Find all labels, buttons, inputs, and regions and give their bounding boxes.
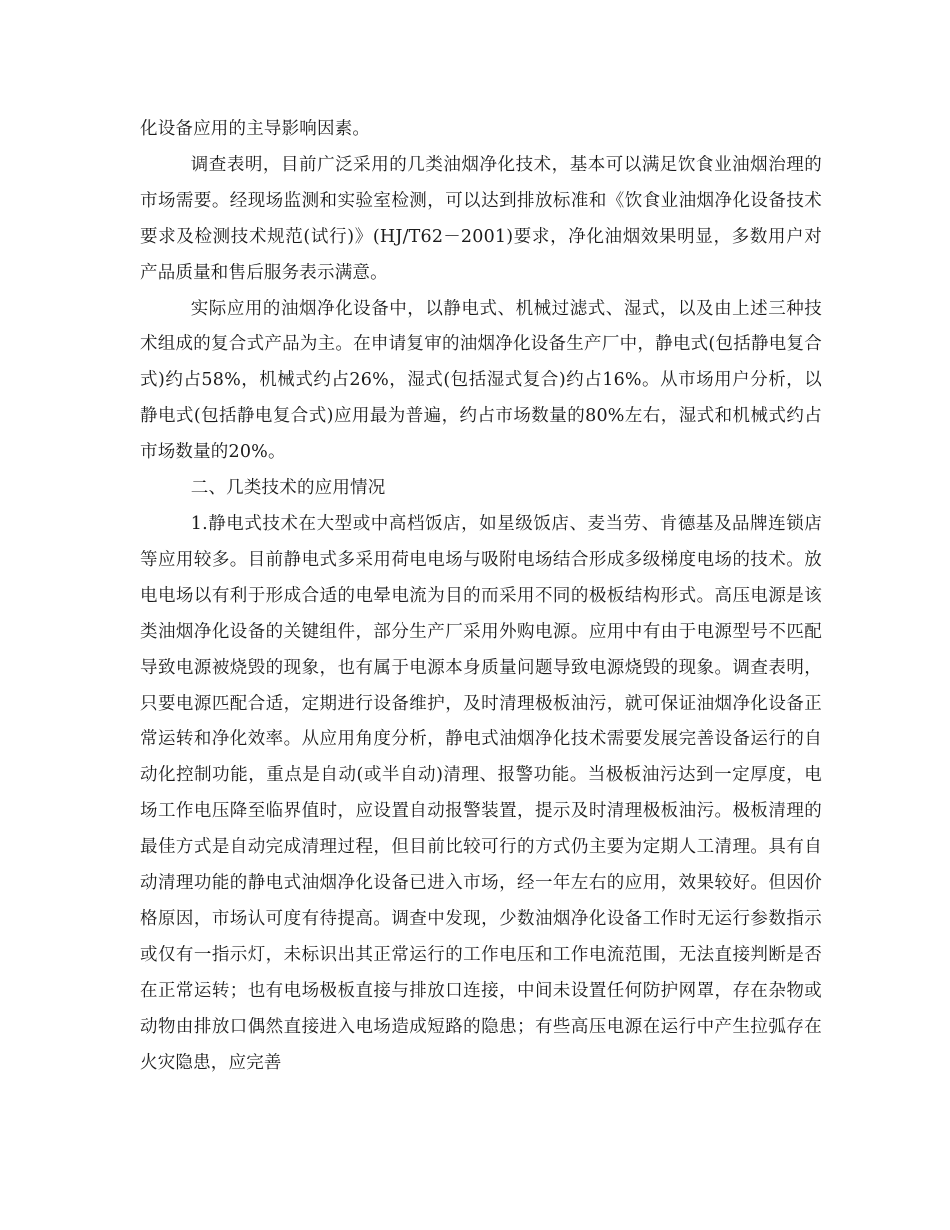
paragraph-electrostatic: 1.静电式技术在大型或中高档饭店，如星级饭店、麦当劳、肯德基及品牌连锁店等应用较多。目前静电式多采用荷电电场与吸附电场结合形成多级梯度电场的技术。放电电场以有利于形成合适的电晕电流为目的而采用不同的极板结构形式。高压电源是该类油烟净化设备的关键组件，部分生产厂采用外购电源。应用中有由于电源型号不匹配导致电源被烧毁的现象，也有属于电源本身质量问题导致电源烧毁的现象。调查表明，只要电源匹配合适，定期进行设备维护，及时清理极板油污，就可保证油烟净化设备正常运转和净化效率。从应用角度分析，静电式油烟净化技术需要发展完善设备运行的自动化控制功能，重点是自动(或半自动)清理、报警功能。当极板油污达到一定厚度，电场工作电压降至临界值时，应设置自动报警装置，提示及时清理极板油污。极板清理的最佳方式是自动完成清理过程，但目前比较可行的方式仍主要为定期人工清理。具有自动清理功能的静电式油烟净化设备已进入市场，经一年左右的应用，效果较好。但因价格原因，市场认可度有待提高。调查中发现，少数油烟净化设备工作时无运行参数指示或仅有一指示灯，未标识出其正常运行的工作电压和工作电流范围，无法直接判断是否在正常运转；也有电场极板直接与排放口连接，中间未设置任何防护网罩，存在杂物或动物由排放口偶然直接进入电场造成短路的隐患；有些高压电源在运行中产生拉弧存在火灾隐患，应完善 [140,513,822,1073]
document-page [140,112,822,1081]
paragraph-continuation: 化设备应用的主导影响因素。 [140,119,371,139]
paragraph-survey-results: 调查表明，目前广泛采用的几类油烟净化技术，基本可以满足饮食业油烟治理的市场需要。经现场监测和实验室检测，可以达到排放标准和《饮食业油烟净化设备技术要求及检测技术规范(试行)》(HJ/T62－2001)要求，净化油烟效果明显，多数用户对产品质量和售后服务表示满意。 [140,154,822,283]
paragraph-equipment-types: 实际应用的油烟净化设备中，以静电式、机械过滤式、湿式，以及由上述三种技术组成的复合式产品为主。在申请复审的油烟净化设备生产厂中，静电式(包括静电复合式)约占58%，机械式约占26%，湿式(包括湿式复合)约占16%。从市场用户分析，以静电式(包括静电复合式)应用最为普遍，约占市场数量的80%左右，湿式和机械式约占市场数量的20%。 [140,298,822,463]
section-heading: 二、几类技术的应用情况 [190,478,386,499]
